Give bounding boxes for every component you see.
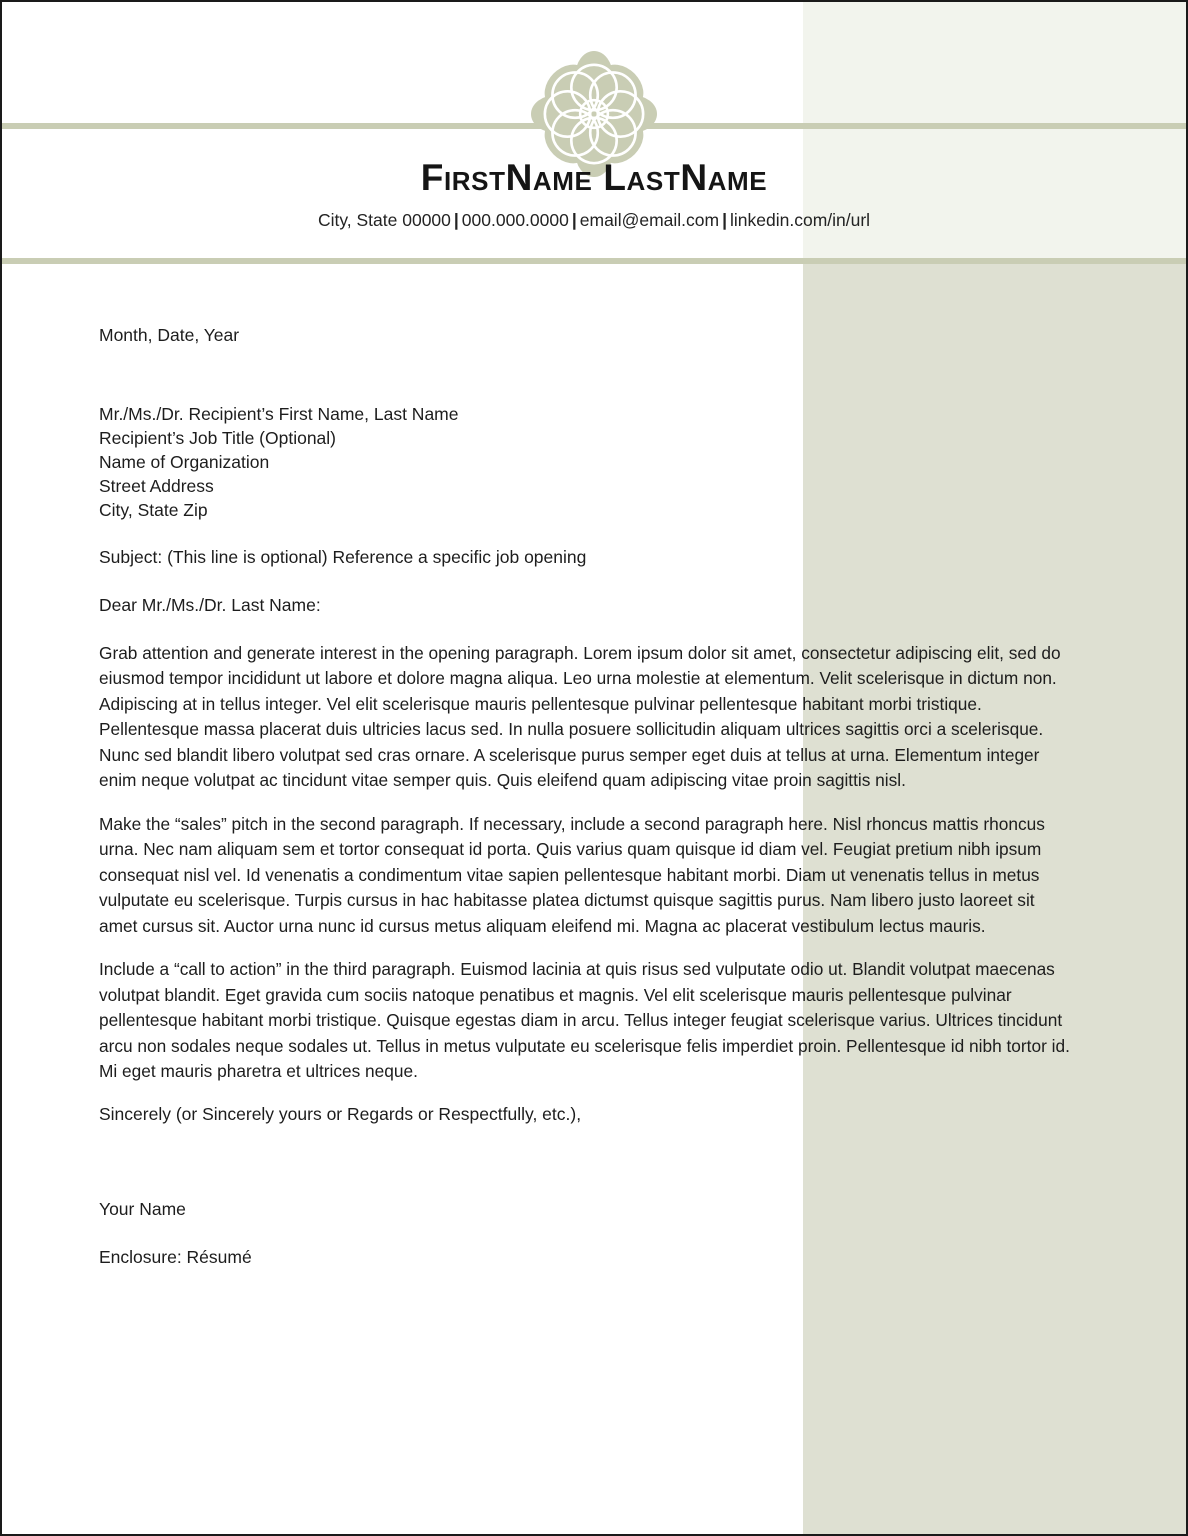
body-paragraph-2: Make the “sales” pitch in the second paragraph. If necessary, include a second paragraph here. Nisl rhoncus mattis rhoncus urna. Nec nam aliquam sem et tortor consequat id porta. Quis varius quam quisque id diam vel. Feugiat pretium nibh ipsum consequat nisl vel. Id venenatis a condimentum vitae sapien pellentesque habitant morbi. Diam ut venenatis tellus in metus vulputate eu scelerisque. Turpis cursus in hac habitasse platea dictumst quisque sagittis purus. Nam libero justo laoreet sit amet cursus sit. Auctor urna nunc id cursus metus aliquam eleifend mi. Magna ac placerat vestibulum lectus mauris. — [99, 813, 1045, 936]
closing-line: Sincerely (or Sincerely yours or Regards or Respectfully, etc.), — [99, 1103, 582, 1124]
enclosure-line: Enclosure: Résumé — [99, 1246, 252, 1267]
contact-line — [2, 210, 1186, 231]
letter-body — [2, 261, 1186, 1534]
contact-linkedin[interactable]: linkedin.com/in/url — [730, 210, 871, 230]
contact-email[interactable]: email@email.com — [579, 210, 720, 230]
body-paragraph-1: Grab attention and generate interest in the opening paragraph. Lorem ipsum dolor sit amet, consectetur adipiscing elit, sed do eiusmod tempor incididunt ut labore et dolore magna aliqua. Leo urna molestie at elementum. Velit scelerisque in dictum non. Adipiscing at in tellus integer. Vel elit scelerisque mauris pellentesque pulvinar pellentesque habitant morbi tristique. Pellentesque massa placerat duis ultricies lacus sed. In nulla posuere sollicitudin aliquam ultrices sagittis orci a scelerisque. Nunc sed blandit libero volutpat sed cras ornare. A scelerisque purus semper eget duis at tellus at urna. Elementum integer enim neque volutpat ac tincidunt vitae semper quis. Quis eleifend quam adipiscing vitae proin sagittis nisl. — [99, 642, 1061, 791]
recipient-street-address: Street Address — [99, 475, 214, 496]
header-rule-bottom — [2, 258, 1186, 264]
contact-location: City, State 00000 — [317, 210, 451, 230]
contact-separator-2: | — [571, 210, 577, 230]
body-paragraph-3: Include a “call to action” in the third paragraph. Euismod lacinia at quis risus sed vulputate odio ut. Blandit volutpat maecenas volutpat blandit. Eget gravida cum sociis natoque penatibus et magnis. Vel elit scelerisque mauris pellentesque pulvinar pellentesque habitant morbi tristique. Quisque egestas diam in arcu. Tellus integer feugiat scelerisque varius. Ultrices tincidunt arcu non sodales neque sodales ut. Tellus in metus vulputate eu scelerisque felis imperdiet proin. Pellentesque id nibh tortor id. Mi eget mauris pharetra et ultrices neque. — [99, 959, 1070, 1082]
letterhead-header — [2, 2, 1186, 264]
recipient-city-state-zip: City, State Zip — [99, 499, 208, 520]
contact-phone: 000.000.0000 — [461, 210, 569, 230]
recipient-name: Mr./Ms./Dr. Recipient’s First Name, Last Name — [99, 403, 459, 424]
page-title: FirstName LastName — [420, 157, 768, 198]
date-line: Month, Date, Year — [99, 325, 240, 345]
salutation-line: Dear Mr./Ms./Dr. Last Name: — [99, 595, 321, 616]
recipient-block — [99, 403, 1074, 523]
subject-line: Subject: (This line is optional) Reference a specific job opening — [99, 547, 587, 568]
contact-separator-1: | — [453, 210, 459, 230]
recipient-organization: Name of Organization — [99, 451, 270, 472]
signature-name: Your Name — [99, 1199, 186, 1220]
contact-separator-3: | — [722, 210, 727, 230]
recipient-job-title: Recipient’s Job Title (Optional) — [99, 427, 337, 448]
